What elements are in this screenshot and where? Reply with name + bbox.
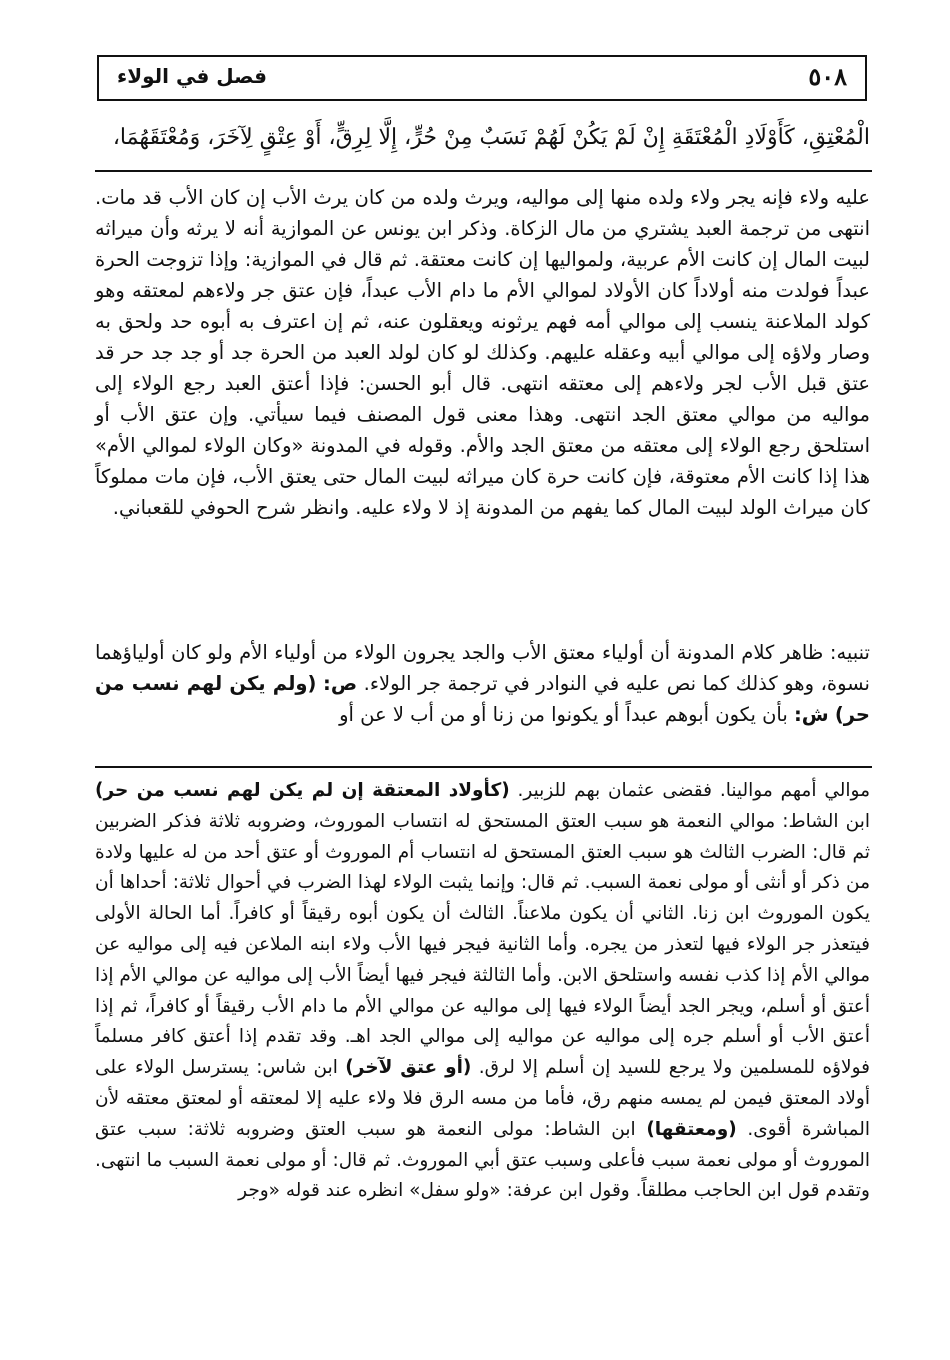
- footnote-text: موالي أمهم موالينا. فقضى عثمان بهم للزبير.: [517, 780, 870, 801]
- tanbih-paragraph: [95, 637, 870, 730]
- shin-label: ش:: [793, 703, 829, 726]
- page-header: [97, 55, 867, 101]
- footnote-quote: (أو عتق لآخر): [345, 1057, 472, 1079]
- footnote-text: ابن شاس: يسترسل الولاء على أولاد المعتق فيمن لم يمسه منهم رق، فأما من مسه الرق فلا ولاء عليه إلا لمعتقه أو لمعتق معتقه لأن المباشرة أقوى.: [95, 1057, 870, 1140]
- tanbih-tail: بأن يكون أبوهم عبداً أو يكونوا من زنا أو من أب لا عن أو: [339, 703, 788, 726]
- footnote-text: ابن الشاط: موالي النعمة هو سبب العتق المستحق له انتساب الموروث، وضروبه ثلاثة فذكر الضربين ثم قال: الضرب الثالث هو سبب العتق المستحق له انتساب أم الموروث أو عتق أحد من له عليها ولادة من ذكر أو أنثى أو مولى نعمة السبب. ثم قال: وإنما يثبت الولاء لهذا الضرب في أحوال ثلاثة: أحداها أن يكون الموروث ابن زنا. الثاني أن يكون ملاعناً. الثالث أن يكون أبوه رقيقاً أو كافراً. أما الحالة الأولى فيتعذر جر الولاء فيها لتعذر من يجره. وأما الثانية فيجر فيها الأب ولاء ابنه الملاعن فيه إلى مواليه عن موالي الأم إذا كذب نفسه واستلحق الابن. وأما الثالثة فيجر فيها أيضاً الأب إلى مواليه عن موالي الأم إذا أعتق أو أسلم، ويجر الجد أيضاً الولاء فيها إلى مواليه عن موالي الأم ما دام الأب رقيقاً أو كافراً، ثم إذا أعتق الأب أو أسلم جره إلى مواليه عن مواليه إلى موالي الجد اهـ. وقد تقدم إذا أعتق كافر مسلماً فولاؤه للمسلمين ولا يرجع للسيد إن أسلم إلا لرق.: [95, 810, 870, 1079]
- chapter-title: فصل في الولاء: [117, 64, 267, 88]
- main-text-line: الْمُعْتِقِ، كَأَوْلَادِ الْمُعْتَقَةِ إِنْ لَمْ يَكُنْ لَهُمْ نَسَبٌ مِنْ حُرٍّ، إِلَّا لِرِقٍّ، أَوْ عِتْقٍ لِآخَرَ، وَمُعْتَقَهُمَا،: [112, 125, 870, 150]
- tanbih-quote: (ولم يكن لهم نسب من حر): [95, 672, 870, 726]
- footnote-quote: (ومعتقها): [646, 1118, 737, 1140]
- footnote-quote: (كأولاد المعتقة إن لم يكن لهم نسب من حر): [95, 780, 510, 801]
- main-text-divider: [95, 170, 872, 172]
- sad-label: ص:: [323, 672, 358, 695]
- commentary-paragraph: عليه ولاء فإنه يجر ولاء ولده منها إلى مواليه، ويرث ولده من كان يرث الأب إن كان الأب قد مات. انتهى من ترجمة العبد يشتري من مال الزكاة. وذكر ابن يونس عن الموازية أنه لا يرثه وأن ميراثه لبيت المال إن كانت الأم عربية، ولمواليها إن كانت معتقة. ثم قال في الموازية: وإذا تزوجت الحرة عبداً فولدت منه أولاداً كان الأولاد لموالي الأم ما دام الأب عبداً، فإن عتق جر ولاءهم لمعتقه وهو كولد الملاعنة ينسب إلى موالي أمه فهم يرثونه ويعقلون عنه، ثم إن اعترف به أبوه حد ولحق به وصار ولاؤه إلى موالي أبيه وعقله عليهم. وكذلك لو كان لولد العبد من الحرة جد أو جد جد حر قد عتق قبل الأب لجر ولاءهم إلى معتقه انتهى. قال أبو الحسن: فإذا أعتق العبد رجع الولاء إلى مواليه من موالي معتق الجد انتهى. وهذا معنى قول المصنف فيما سيأتي. وإن عتق الأب أو استلحق رجع الولاء إلى معتقه من معتق الجد والأم. وقوله في المدونة «وكان الولاء لموالي الأم» هذا إذا كانت الأم معتوقة، فإن كانت حرة كان ميراثه لبيت المال حتى يعتق الأب، فإن مات مملوكاً كان ميراث الولد لبيت المال كما يفهم من المدونة إذ لا ولاء عليه. وانظر شرح الحوفي للقعباني.: [95, 186, 870, 519]
- tanbih-text: تنبيه: ظاهر كلام المدونة أن أولياء معتق الأب والجد يجرون الولاء من أولياء الأم ولو كان أولياؤهما نسوة، وهو كذلك كما نص عليه في النوادر في ترجمة جر الولاء.: [95, 641, 870, 695]
- footnote-divider: [95, 766, 872, 768]
- footnotes-block: [95, 776, 870, 1207]
- footnote-text: ابن الشاط: مولى النعمة هو سبب العتق وضروبه ثلاثة: سبب عتق الموروث أو مولى نعمة سبب فأعلى وسبب عتق أبي الموروث. ثم قال: أو مولى نعمة السبب ما انتهى. وتقدم قول ابن الحاجب مطلقاً. وقول ابن عرفة: «ولو سفل» انظره عند قوله «وجر: [95, 1118, 870, 1202]
- page-number: ٥٠٨: [808, 62, 847, 91]
